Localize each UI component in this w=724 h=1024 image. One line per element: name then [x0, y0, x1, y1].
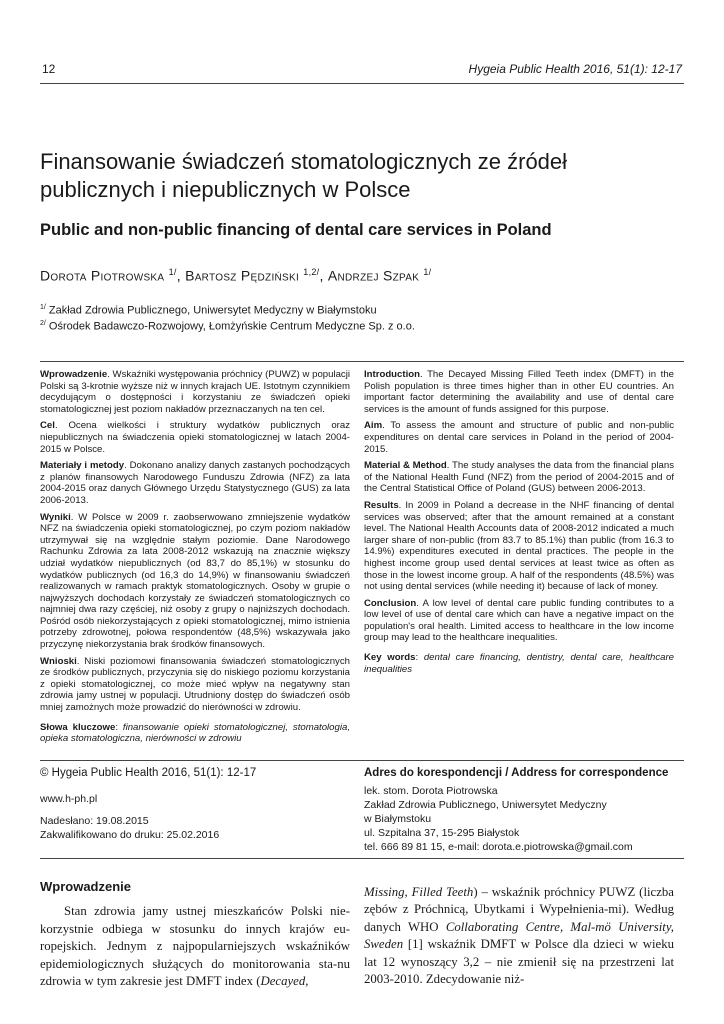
body-top-rule — [40, 858, 684, 859]
correspondence-address — [364, 766, 684, 854]
body-text-italic: Decayed, — [260, 974, 309, 989]
abstract-polish: Wprowadzenie. Wskaźniki występowania próchnicy (PUWZ) w populacji Polski są 3-krotnie wyższe niż w innych krajach UE. Istotnym czynnikiem decydującym o dostępności i korzystaniu ze świadczeń opieki stomatologicznej jest poziom nakładów przeznaczanych na ten cel. Cel. Ocena wielkości i struktury wydatków publicznych oraz niepublicznych na świadczenia opieki stomatologicznej w latach 2004-2015 w Polsce. Materiały i metody. Dokonano analizy danych zastanych pochodzących z planów finansowych Narodowego Funduszu Zdrowia (NFZ) za lata 2004-2015 oraz danych Głównego Urzędu Statystycznego (GUS) za lata 2006-2013. Wyniki. W Polsce w 2009 r. zaobserwowano zmniejszenie wydatków NFZ na świadczenia opieki stomatologicznej, po czym poziom nakładów utrzymywał się na względnie stałym poziomie. Dane Narodowego Rachunku Zdrowia za lata 2008-2012 wskazują na znacznie większy udział wydatków niepublicznych (od 83,7 do 85,1%) w stosunku do wydatków publicznych (od 16,3 do 14,9%) w finansowaniu świadczeń realizowanych w ramach praktyk stomatologicznych. Osoby w grupie o najwyższych dochodach korzystały ze świadczeń stomatologicznych co najmniej dwa razy częściej, niż osoby z grupy o najniższych dochodach. Pośród osób niekorzystających z opieki stomatologicznej, mimo istnienia potrzeby zdrowotnej, połowa respondentów (48,5%) wskazywała jako przyczynę niekorzystania brak środków finansowych. Wnioski. Niski poziomowi finansowania świadczeń stomatologicznych ze środków publicznych, przyczynia się do niskiego poziomu korzystania z opieki stomatologicznej, co może mieć wpływ na negatywny stan zdrowia jamy ustnej w populacji. Utrudniony dostęp do świadczeń osób mniej zamożnych może prowadzić do nierówności w zdrowiu. Słowa kluczowe: finansowanie opieki stomatologicznej, stomatologia, opieka stomatologiczna, nierówności w zdrowiu — [40, 369, 350, 745]
author-affiliation-mark: 1,2/ — [303, 267, 320, 277]
journal-citation: Hygeia Public Health 2016, 51(1): 12-17 — [468, 62, 682, 76]
affiliation — [40, 304, 680, 317]
author-name: Dorota Piotrowska — [40, 267, 165, 284]
body-text: ) – wskaźnik próchnicy PUWZ (liczba zębów z Próchnicą, Ubytkami i Wypełnienia-mi). Według danych WHO — [364, 885, 674, 934]
body-column-right — [364, 884, 674, 988]
copyright: © Hygeia Public Health 2016, 51(1): 12-17 — [40, 767, 257, 779]
author-name: Andrzej Szpak — [327, 267, 420, 284]
body-text-italic: Collaborating Centre, Mal-mö University, Sweden — [364, 919, 674, 952]
correspondence-heading: Adres do korespondencji / Address for correspondence — [364, 767, 669, 779]
abstract-label: Introduction — [364, 369, 420, 380]
received-date: Nadesłano: 19.08.2015 — [40, 815, 149, 827]
abstract-english: Introduction. The Decayed Missing Filled Teeth index (DMFT) in the Polish population is three times higher than in other EU countries. An important factor determining the availability and use of dental care services is the amount of funds assigned for this purpose. Aim. To assess the amount and structure of public and non-public expenditures on dental care services in Poland in the period of 2004-2015. Material & Method. The study analyses the data from the financial plans of the National Health Fund (NFZ) from the period of 2004-2015 and of the Central Statistical Office of Poland (GUS) between 2006-2013. Results. In 2009 in Poland a decrease in the NHF financing of dental services was observed; after that the amount remained at a constant level. The National Health Accounts data of 2008-2012 indicated a much larger share of non-public (from 83.7 to 85.1%) than public (from 16.3 to 14.9%) expenditures executed in dental practices. The people in the highest income group used dental services at least twice as often as those in the lowest income group. A half of the respondents (48.5%) was not using dental services (while needing it) because of lack of money. Conclusion. A low level of dental care public funding contributes to a low level of use of dental care which can have a negative impact on the population's oral health. Limited access to healthcare in the low income group may lead to the healthcare inequalities. Key words: dental care financing, dentistry, dental care, healthcare inequalities — [364, 369, 674, 675]
website-link[interactable]: www.h-ph.pl — [40, 793, 98, 805]
body-column-left — [40, 878, 350, 990]
abstract-text: . Niski poziomowi finansowania świadczeń stomatologicznych ze środków publicznych, przyczynia się do niskiego poziomu korzystania z opieki stomatologicznej, co może mieć wpływ na negatywny stan zdrowia jamy ustnej w populacji. Utrudniony dostęp do świadczeń osób mniej zamożnych może prowadzić do nierówności w zdrowiu. — [40, 655, 350, 714]
abstract-label: Material & Method — [364, 460, 447, 472]
title-polish: Finansowanie świadczeń stomatologicznych ze źródeł publicznych i niepublicznych w Polsce — [40, 149, 568, 202]
page-number: 12 — [42, 62, 56, 76]
section-heading: Wprowadzenie — [40, 879, 132, 894]
abstract-text: . W Polsce w 2009 r. zaobserwowano zmniejszenie wydatków NFZ na świadczenia opieki stomatologicznej, po czym poziom nakładów utrzymywał się na względnie stałym poziomie. Dane Narodowego Rachunku Zdrowia za lata 2008-2012 wskazują na znacznie większy udział wydatków niepublicznych (od 83,7 do 85,1%) w stosunku do wydatków publicznych (od 16,3 do 14,9%) w finansowaniu świadczeń realizowanych w ramach praktyk stomatologicznych. Osoby w grupie o najwyższych dochodach korzystały ze świadczeń stomatologicznych co najmniej dwa razy częściej, niż osoby z grupy o najniższych dochodach. Pośród osób niekorzystających z opieki stomatologicznej, mimo istnienia potrzeby zdrowotnej, połowa respondentów (48,5%) wskazywała jako przyczynę niekorzystania brak środków finansowych. — [40, 511, 350, 651]
keywords-label: Słowa kluczowe — [40, 721, 116, 733]
title-english: Public and non-public financing of dental care services in Poland — [40, 221, 552, 239]
affiliation-mark: 1/ — [40, 304, 46, 311]
keywords-text: dental care financing, dentistry, dental care, healthcare inequalities — [364, 652, 674, 675]
author-affiliation-mark: 1/ — [423, 267, 432, 277]
abstract-text: . In 2009 in Poland a decrease in the NHF financing of dental services was observed; after that the amount remained at a constant level. The National Health Accounts data of 2008-2012 indicated a much larger share of non-public (from 83.7 to 85.1%) than public (from 16.3 to 14.9%) expenditures executed in dental practices. The people in the highest income group used dental services at least twice as often as those in the lowest income group. A half of the respondents (48.5%) was not using dental services (while needing it) because of lack of money. — [364, 499, 674, 593]
keywords-text: finansowanie opieki stomatologicznej, stomatologia, opieka stomatologiczna, nierówności w zdrowiu — [40, 721, 350, 745]
abstract-text: . Dokonano analizy danych zastanych pochodzących z planów finansowych Narodowego Funduszu Zdrowia (NFZ) za lata 2004-2015 oraz danych Głównego Urzędu Statystycznego (GUS) za lata 2006-2013. — [40, 460, 350, 506]
abstract-label: Conclusion — [364, 597, 417, 609]
affiliation-mark: 2/ — [40, 320, 46, 327]
abstract-label: Aim — [364, 420, 383, 432]
body-text: Stan zdrowia jamy ustnej mieszkańców Polski nie-korzystnie odbiega w stosunku do innych krajów eu-ropejskich. Jednym z najpopularniejszych wskaźników epidemiologicznych służących do monitorowania sta-nu zdrowia w tym zakresie jest DMFT index ( — [40, 904, 350, 989]
abstract-text: . To assess the amount and structure of public and non-public expenditures on dental care services in Poland in the period of 2004-2015. — [364, 420, 674, 455]
affiliation-text: Ośrodek Badawczo-Rozwojowy, Łomżyńskie Centrum Medyczne Sp. z o.o. — [45, 320, 415, 333]
authors: Dorota Piotrowska $^{1/}$, Bartosz Pędziński $^{1,2/}$, Andrzej Szpak $^{1/}$ — [40, 267, 432, 284]
abstract-text: . A low level of dental care public funding contributes to a low level of use of dental care which can have a negative impact on the population's oral health. Limited access to healthcare in the low income group may lead to the healthcare inequalities. — [364, 597, 674, 644]
address-line: lek. stom. Dorota Piotrowska — [364, 785, 498, 797]
header-rule — [40, 83, 684, 84]
info-top-rule — [40, 760, 684, 761]
body-text: [1] wskaźnik DMFT w Polsce dla dzieci w wieku lat 12 wynoszący 3,2 – nie zmienił się na przestrzeni lat 2003-2010. Zdecydowanie niż- — [364, 937, 674, 987]
address-line: Zakład Zdrowia Publicznego, Uniwersytet Medyczny — [364, 799, 607, 811]
accepted-date: Zakwalifikowano do druku: 25.02.2016 — [40, 829, 220, 841]
keywords-label: Key words — [364, 652, 416, 664]
abstract-label: Wyniki — [40, 511, 71, 523]
address-line: w Białymstoku — [364, 813, 432, 825]
author-name: Bartosz Pędziński — [185, 267, 300, 284]
abstract-label: Materiały i metody — [40, 460, 125, 472]
abstract-text: . The study analyses the data from the financial plans of the National Health Fund (NFZ) from the period of 2004-2015 and of the Central Statistical Office of Poland (GUS) between 2006-2013. — [364, 460, 674, 495]
body-text-italic: Missing, Filled Teeth — [364, 885, 474, 899]
abstract-text: . Wskaźniki występowania próchnicy (PUWZ) w populacji Polski są 3-krotnie wyższe niż w innych krajach UE. Istotnym czynnikiem decydującym o dostępności i korzystaniu ze świadczeń opieki stomatologicznej jest poziom nakładów przeznaczanych na ten cel. — [40, 369, 350, 415]
abstract-top-rule — [40, 361, 684, 362]
abstract-label: Wprowadzenie — [40, 369, 108, 380]
abstract-text: . The Decayed Missing Filled Teeth index (DMFT) in the Polish population is three times higher than in other EU countries. An important factor determining the availability and use of dental care services is the amount of funds assigned for this purpose. — [364, 369, 674, 415]
affiliation-text: Zakład Zdrowia Publicznego, Uniwersytet Medyczny w Białymstoku — [45, 304, 377, 317]
author-affiliation-mark: 1/ — [168, 267, 177, 277]
abstract-label: Results — [364, 499, 399, 511]
address-line: ul. Szpitalna 37, 15-295 Białystok — [364, 827, 520, 839]
publication-info — [40, 766, 350, 842]
abstract-text: . Ocena wielkości i struktury wydatków publicznych oraz niepublicznych na świadczenia opieki stomatologicznej w latach 2004-2015 w Polsce. — [40, 420, 350, 455]
abstract-label: Wnioski — [40, 655, 77, 667]
affiliation — [40, 320, 680, 333]
contact-line: tel. 666 89 81 15, e-mail: dorota.e.piotrowska@gmail.com — [364, 841, 633, 853]
abstract-label: Cel — [40, 420, 55, 432]
